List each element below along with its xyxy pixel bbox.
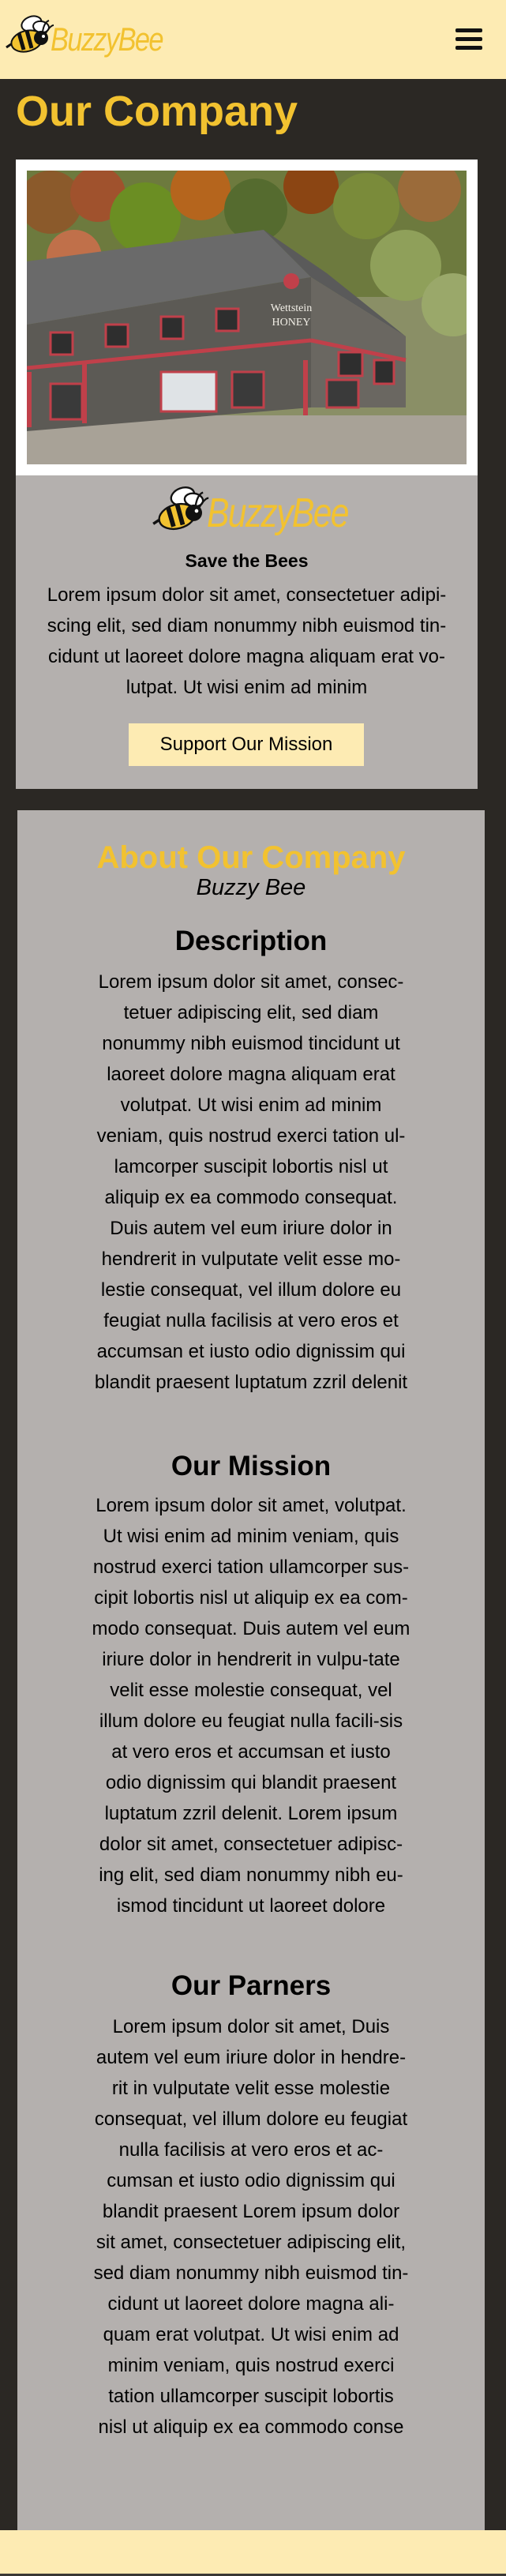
site-header [0, 0, 506, 79]
hero-subtitle: Save the Bees [185, 550, 309, 571]
partners-title: Our Parners [171, 1970, 332, 2001]
description-title: Description [174, 926, 328, 956]
page-title: Our Company [16, 88, 298, 135]
honey-house-photo [27, 171, 467, 464]
mission-title: Our Mission [171, 1451, 332, 1481]
about-subtitle: Buzzy Bee [196, 875, 306, 900]
bee-icon [5, 13, 54, 60]
description-text: Lorem ipsum dolor sit amet, consec-tetuer adipiscing elit, sed diam nonummy nibh euismod tincidunt ut laoreet dolore magna aliquam erat volutpat. Ut wisi enim ad minim veniam, quis nostrud exerci tation ul-lamcorper suscipit lobortis nisl ut aliquip ex ea commodo consequat. Duis autem vel eum iriure dolor in hendrerit in vulputate velit esse mo-lestie consequat, vel illum dolore eu feugiat nulla facilisis at vero eros et accumsan et iusto odio dignissim qui blandit praesent luptatum zzril delenit [94, 971, 408, 1393]
svg-text:HONEY: HONEY [272, 317, 311, 329]
mission-text: Lorem ipsum dolor sit amet, volutpat. Ut wisi enim ad minim veniam, quis nostrud exerci tation ullamcorper sus-cipit lobortis nisl ut aliquip ex ea com-modo consequat. Duis autem vel eum iriure dolor in hendrerit in vulpu-tate velit esse molestie consequat, vel illum dolore eu feugiat nulla facili-sis at vero eros et accumsan et iusto odio dignissim qui blandit praesent luptatum zzril delenit. Lorem ipsum dolor sit amet, consectetuer adipisc-ing elit, sed diam nonummy nibh eu-ismod tincidunt ut laoreet dolore [92, 1495, 410, 1917]
hero-text: Lorem ipsum dolor sit amet, consectetuer adipi-scing elit, sed diam nonummy nibh euismod tin-cidunt ut laoreet dolore magna aliquam erat vo-lutpat. Ut wisi enim ad minim [47, 584, 447, 698]
hero-brand-logo [150, 483, 379, 539]
partners-text: Lorem ipsum dolor sit amet, Duis autem vel eum iriure dolor in hendre-rit in vulputate velit esse molestie consequat, vel illum dolore eu feugiat nulla facilisis at vero eros et ac-cumsan et iusto odio dignissim qui blandit praesent Lorem ipsum dolor sit amet, consectetuer adipiscing elit, sed diam nonummy nibh euismod tin-cidunt ut laoreet dolore magna ali-quam erat volutpat. Ut wisi enim ad minim veniam, quis nostrud exerci tation ullamcorper suscipit lobortis nisl ut aliquip ex ea commodo conse [93, 2016, 409, 2438]
hamburger-icon[interactable] [455, 28, 482, 52]
brand-name: BuzzyBee [51, 21, 163, 58]
brand-logo[interactable] [5, 13, 187, 60]
svg-text:Wettstein: Wettstein [270, 302, 313, 314]
support-mission-button[interactable]: Support Our Mission [129, 723, 364, 766]
photo-frame [16, 160, 478, 475]
bee-icon [150, 483, 210, 539]
hero-brand-name: BuzzyBee [207, 490, 348, 536]
about-section [17, 810, 485, 2530]
hero-card [16, 160, 478, 789]
about-title: About Our Company [96, 840, 406, 875]
site-footer [0, 2530, 506, 2576]
